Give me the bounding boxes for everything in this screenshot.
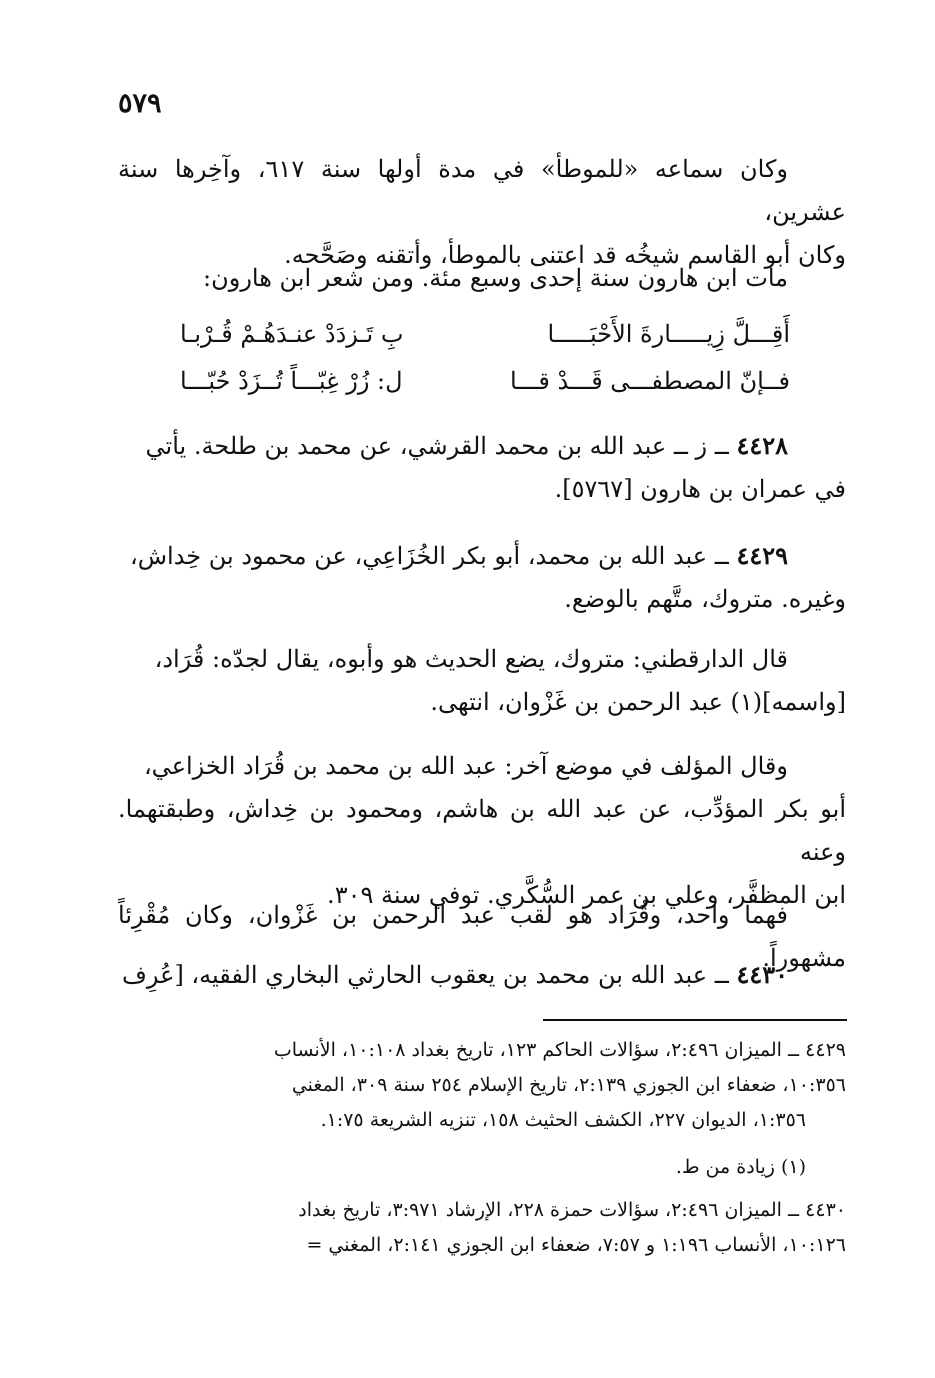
entry-number: ٤٤٢٨ xyxy=(736,431,788,460)
poem xyxy=(180,310,790,404)
footnote-divider xyxy=(543,1019,847,1021)
text-line: ابن المظفَّر، وعلي بن عمر السُّكَّري. توفي سنة ٣٠٩. xyxy=(327,881,846,909)
text-line: أبو بكر المؤدِّب، عن عبد الله بن هاشم، ومحمود بن خِداش، وطبقتهما. وعنه xyxy=(118,795,846,866)
poem-verse xyxy=(180,310,790,357)
verse-hemistich-right: أَقِـــلَّ زِيـــــارةَ الأَحْبَـــــا xyxy=(547,319,790,348)
page-number: ٥٧٩ xyxy=(118,88,162,119)
entry-text: ــ عبد الله بن محمد بن يعقوب الحارثي البخاري الفقيه، [عُرِف xyxy=(122,961,737,989)
text-line xyxy=(118,534,846,578)
text-line: [واسمه](١) عبد الرحمن بن غَزْوان، انتهى. xyxy=(430,688,846,716)
text-line: وكان سماعه «للموطأ» في مدة أولها سنة ٦١٧، وآخِرها سنة عشرين، xyxy=(118,155,846,226)
footnote-line: ١٠:١٢٦، الأنساب ١:١٩٦ و ٧:٥٧، ضعفاء ابن الجوزي ٢:١٤١، المغني = xyxy=(306,1234,846,1256)
footnote-line: ١٠:٣٥٦، ضعفاء ابن الجوزي ٢:١٣٩، تاريخ الإسلام ٢٥٤ سنة ٣٠٩، المغني xyxy=(291,1074,846,1096)
footnote-1 xyxy=(118,1150,846,1185)
footnote-4429 xyxy=(118,1033,846,1138)
text-line: فهما واحد، وقُرَاد هو لقب عبد الرحمن بن غَزْوان، وكان مُقْرِئاً مشهوراً. xyxy=(118,901,846,972)
entry-number: ٤٤٢٩ xyxy=(736,541,788,570)
text-line xyxy=(118,953,846,997)
text-line: وكان أبو القاسم شيخُه قد اعتنى بالموطأ، وأتقنه وصَحَّحه. xyxy=(284,241,846,269)
paragraph-daraqutni xyxy=(118,638,846,724)
footnote-line: (١) زيادة من ط. xyxy=(675,1156,806,1178)
footnote-line: ٤٤٣٠ ــ الميزان ٢:٤٩٦، سؤالات حمزة ٢٢٨، الإرشاد ٣:٩٧١، تاريخ بغداد xyxy=(298,1199,846,1221)
entry-text: ــ عبد الله بن محمد، أبو بكر الخُزَاعِي، عن محمود بن خِداش، xyxy=(129,542,737,570)
entry-4430 xyxy=(118,953,846,997)
entry-4428 xyxy=(118,424,846,511)
text-line: مات ابن هارون سنة إحدى وسبع مئة. ومن شعر ابن هارون: xyxy=(203,264,788,292)
verse-hemistich-right: فــإنّ المصطفـــى قَـــدْ قـــا xyxy=(510,366,790,395)
footnote-line: ٤٤٢٩ ــ الميزان ٢:٤٩٦، سؤالات الحاكم ١٢٣، تاريخ بغداد ١٠:١٠٨، الأنساب xyxy=(273,1039,846,1061)
footnote-line: ١:٣٥٦، الديوان ٢٢٧، الكشف الحثيث ١٥٨، تنزيه الشريعة ١:٧٥. xyxy=(320,1109,806,1131)
text-line xyxy=(118,424,846,468)
footnote-4430 xyxy=(118,1193,846,1263)
verse-hemistich-left: ل: زُرْ غِبّـــاً تُــزَدْ حُبّـــا xyxy=(180,366,403,395)
paragraph-author xyxy=(118,745,846,917)
entry-text: ــ ز ــ عبد الله بن محمد القرشي، عن محمد بن طلحة. يأتي xyxy=(145,432,737,460)
text-line: قال الدارقطني: متروك، يضع الحديث هو وأبوه، يقال لجدّه: قُرَاد، xyxy=(154,645,788,673)
verse-hemistich-left: بِ تَـزدَدْ عنـدَهُـمْ قُـرْبـا xyxy=(180,319,404,348)
entry-number: ٤٤٣٠ xyxy=(736,960,788,989)
entry-4429 xyxy=(118,534,846,621)
text-line: في عمران بن هارون [٥٧٦٧]. xyxy=(554,475,846,503)
text-line: وقال المؤلف في موضع آخر: عبد الله بن محمد بن قُرَاد الخزاعي، xyxy=(143,752,788,780)
poem-verse xyxy=(180,357,790,404)
paragraph-death xyxy=(118,257,846,300)
text-line: وغيره. متروك، متَّهم بالوضع. xyxy=(564,585,846,613)
